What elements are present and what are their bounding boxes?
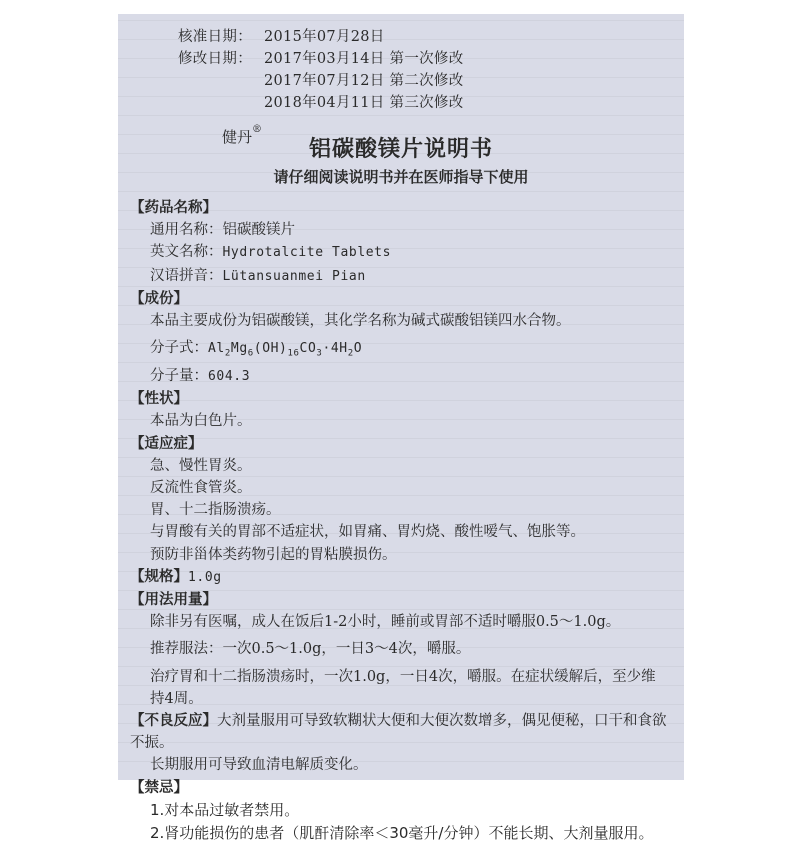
- indication-item: 反流性食管炎。: [150, 480, 252, 497]
- revision-note: 第二次修改: [389, 73, 464, 89]
- document-subtitle: 请仔细阅读说明书并在医师指导下使用: [273, 168, 529, 186]
- revision-date: 2017年03月14日: [264, 51, 385, 67]
- revision-row: [178, 92, 464, 114]
- section-heading-ingredients: 【成份】: [130, 289, 188, 307]
- molecular-formula: $Al_2Mg_6(OH)_{16}CO_3\cdot 4H_2O$: [208, 341, 363, 359]
- revision-date: 2017年07月12日: [264, 73, 385, 89]
- section-heading-indications: 【适应症】: [130, 434, 203, 452]
- pinyin-row: [130, 265, 670, 288]
- approval-date-row: [178, 26, 464, 48]
- revision-note: 第一次修改: [389, 51, 464, 67]
- adverse-reactions: [130, 710, 670, 754]
- registered-mark: ®: [252, 124, 263, 135]
- spec-value: 1.0g: [188, 569, 222, 585]
- field-label: 分子量：: [150, 368, 208, 385]
- pinyin-name: Lütansuanmei Pian: [222, 268, 366, 284]
- adverse-text: 大剂量服用可导致软糊状大便和大便次数增多，偶见便秘，口干和食欲不振。: [130, 713, 667, 752]
- brand-text: 健丹: [222, 128, 253, 146]
- section-heading-spec: 【规格】: [130, 567, 188, 585]
- english-name-row: [130, 241, 670, 264]
- usage-paragraph: 除非另有医嘱，成人在饭后1-2小时，睡前或胃部不适时嚼服0.5～1.0g。: [150, 614, 621, 631]
- document-title: 铝碳酸镁片说明书: [308, 137, 493, 162]
- leaflet-body: [130, 197, 670, 845]
- revision-row: [178, 70, 464, 92]
- section-heading-drug-name: 【药品名称】: [130, 199, 217, 216]
- field-label: 分子式：: [150, 340, 208, 357]
- adverse-text-long-term: 长期服用可导致血清电解质变化。: [150, 757, 368, 774]
- indication-item: 急、慢性胃炎。: [150, 457, 252, 474]
- formula-row: [130, 337, 670, 365]
- generic-name-row: [130, 219, 670, 241]
- usage-ulcer: 治疗胃和十二指肠溃疡时，一次1.0g，一日4次，嚼服。在症状缓解后，至少维持4周。: [150, 668, 656, 707]
- approval-date-label: 核准日期：: [178, 29, 252, 45]
- contraindication-item: 2.肾功能损伤的患者（肌酐清除率＜30毫升/分钟）不能长期、大剂量服用。: [150, 823, 654, 842]
- indication-item: 与胃酸有关的胃部不适症状，如胃痛、胃灼烧、酸性嗳气、饱胀等。: [150, 524, 585, 541]
- molecular-weight: 604.3: [208, 369, 251, 385]
- revision-row: [178, 48, 464, 70]
- indication-item: 胃、十二指肠溃疡。: [150, 502, 281, 519]
- section-heading-usage: 【用法用量】: [130, 591, 217, 609]
- section-heading-adverse: 【不良反应】: [130, 712, 217, 730]
- revision-date: 2018年04月11日: [264, 95, 385, 111]
- english-name: Hydrotalcite Tablets: [222, 245, 392, 261]
- contraindication-item: 1.对本品过敏者禁用。: [150, 800, 300, 819]
- leaflet-page: [118, 14, 684, 842]
- section-heading-contraindications: 【禁忌】: [130, 778, 188, 796]
- revision-header: [178, 26, 464, 114]
- approval-date: 2015年07月28日: [264, 29, 385, 45]
- revision-date-label: 修改日期：: [178, 51, 252, 67]
- ingredients-text: 本品主要成份为铝碳酸镁，其化学名称为碱式碳酸铝镁四水合物。: [150, 313, 571, 330]
- generic-name: 铝碳酸镁片: [222, 222, 295, 239]
- molecular-weight-row: [130, 365, 670, 388]
- usage-recommended: 推荐服法：一次0.5～1.0g，一日3～4次，嚼服。: [150, 641, 471, 658]
- spec-row: [130, 566, 670, 589]
- field-label: 通用名称：: [150, 222, 223, 239]
- section-heading-appearance: 【性状】: [130, 390, 188, 408]
- field-label: 英文名称：: [150, 244, 223, 261]
- indication-item: 预防非甾体类药物引起的胃粘膜损伤。: [150, 546, 397, 563]
- appearance-text: 本品为白色片。: [150, 413, 252, 430]
- field-label: 汉语拼音：: [150, 267, 223, 284]
- revision-note: 第三次修改: [389, 95, 464, 111]
